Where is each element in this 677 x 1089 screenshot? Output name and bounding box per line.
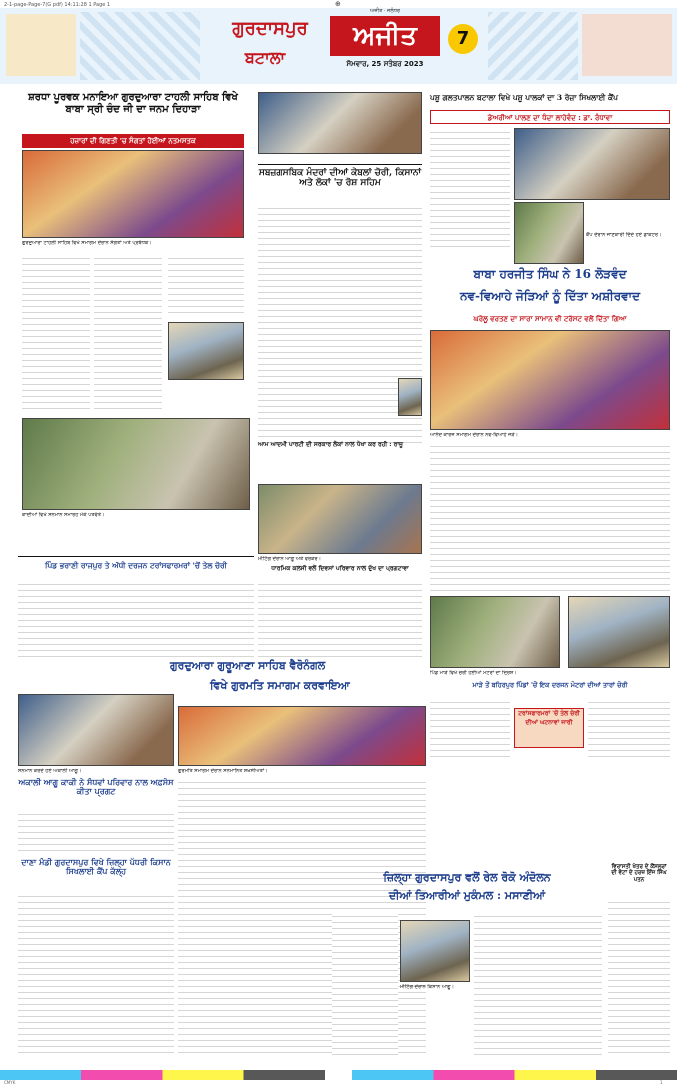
story-c1-headline: ਅਕਾਲੀ ਆਗੂ ਕਾਕੀ ਨੇ ਸੰਧਵਾਂ ਪਰਿਵਾਰ ਨਾਲ ਅਫ਼ਸੋਸ ਕੀਤਾ ਪ੍ਰਗਟ (18, 777, 174, 797)
story-c4-headline: ਵਿਰਾਸਤੀ ਖੇਤਰ ਦੇ ਕੌਂਸਲਰਾਂ ਦੀ ਵੋਟਾਂ ਦੇ ਹਰਜ਼ ਇੰਜ ਸਿੰਘ ਪਤਨ (611, 864, 667, 883)
brand-title: ਅਜੀਤ (330, 16, 440, 56)
story-a1-photo (22, 150, 244, 238)
story-c2-headline: ਦਾਣਾ ਮੰਡੀ ਗੁਰਦਾਸਪੁਰ ਵਿਖੇ ਜ਼ਿਲ੍ਹਾ ਪੱਧਰੀ ਕਿਸਾਨ ਸਿਖਲਾਈ ਕੈਂਪ ਕੱਲ੍ਹ (21, 857, 171, 877)
story-a2-top-photo (258, 92, 422, 154)
story-a3-photo (258, 484, 422, 554)
story-b5-caption: ਪਿੰਡ ਮਾੜੇ ਵਿਖੇ ਚੋਰੀ ਹੋਈਆਂ ਮੋਟਰਾਂ ਦਾ ਦ੍ਰਿਸ਼। (430, 670, 517, 676)
story-b1-photo (514, 128, 670, 200)
story-b5-box-text: ਟਰਾਂਸਫਾਰਮਰਾਂ 'ਚੋਂ ਤੇਲ ਚੋਰੀ ਦੀਆਂ ਘਟਨਾਵਾਂ ਜਾਰੀ (518, 710, 580, 726)
edition-subtitle: ਬਟਾਲਾ (244, 48, 286, 67)
story-c2-body (18, 892, 174, 1058)
temple-illustration (6, 14, 76, 76)
story-b4-headline-1: ਗੁਰਦੁਆਰਾ ਗੁਰੂਆਣਾ ਸਾਹਿਬ ਵੈਰੋਨੰਗਲ (170, 659, 326, 672)
issue-date: ਸੋਮਵਾਰ, 25 ਸਤੰਬਰ 2023 (346, 60, 424, 68)
story-b3-body (18, 580, 254, 660)
print-slug: 2-1-page-Page-7(G pdf) 14:11:28 1 Page 1 (4, 2, 111, 8)
story-a4-body (258, 580, 422, 660)
story-a4-headline: ਧਾਰਮਿਕ ਕਲਸੀ ਵਲੋਂ ਦਿਵਸਾਂ ਪਰਿਵਾਰ ਨਾਲ ਦੁੱਖ ਦਾ ਪ੍ਰਗਟਾਵਾ (271, 565, 409, 572)
story-b3-headline: ਪਿੰਡ ਭਰਾਣੀ ਰਾਜਪੁਰ ਤੇ ਅੱਧੀ ਦਰਜਨ ਟਰਾਂਸਫਾਰਮਰਾਂ 'ਚੋਂ ਤੇਲ ਚੋਰੀ (45, 561, 227, 570)
story-b1-body (430, 128, 510, 248)
story-c3-body-col2 (474, 912, 602, 1058)
story-c1-body (18, 810, 174, 854)
story-a1-photo2 (22, 418, 250, 510)
story-b5-box (514, 708, 584, 748)
masthead-pattern-right (488, 12, 578, 80)
story-b2-headline-2: ਨਵ-ਵਿਆਹੇ ਜੋੜਿਆਂ ਨੂੰ ਦਿੱਤਾ ਅਸ਼ੀਰਵਾਦ (459, 289, 641, 303)
story-b4-headline-2: ਵਿਖੇ ਗੁਰਮਤਿ ਸਮਾਗਮ ਕਰਵਾਇਆ (210, 679, 350, 692)
story-a3-caption: ਮੀਟਿੰਗ ਦੌਰਾਨ ਆਗੂ ਅਤੇ ਵਰਕਰ। (258, 556, 321, 562)
story-b2-caption: ਆਨੰਦ ਕਾਰਜ ਸਮਾਗਮ ਦੌਰਾਨ ਨਵ-ਵਿਆਹੇ ਜੋੜੇ। (430, 432, 519, 438)
story-b1-kicker: ਡੇਅਰੀਆਂ ਪਾਲਣ ਦਾ ਧੰਦਾ ਲਾਹੇਵੰਦ : ਡਾ. ਰੰਧਾਵਾ (430, 110, 670, 124)
story-b2-kicker: ਘਰੇਲੂ ਵਰਤਣ ਦਾ ਸਾਰਾ ਸਾਮਾਨ ਵੀ ਟਰੱਸਟ ਵਲੋਂ ਦਿੱਤਾ ਗਿਆ (430, 312, 670, 326)
story-a1-kicker: ਹਜ਼ਾਰਾਂ ਦੀ ਗਿਣਤੀ 'ਚ ਸੰਗਤਾਂ ਹੋਈਆਂ ਨਤਮਸਤਕ (22, 134, 244, 148)
story-a1-portraits (168, 322, 244, 380)
story-b5-body-col2 (588, 698, 670, 758)
story-a1-body-col3 (168, 254, 244, 318)
building-illustration (582, 14, 672, 76)
story-b1-caption: ਕੈਂਪ ਦੌਰਾਨ ਜਾਣਕਾਰੀ ਦਿੰਦੇ ਹੋਏ ਡਾਕਟਰ। (586, 232, 662, 238)
story-b5-photo2 (568, 596, 670, 668)
story-c3-caption: ਮੀਟਿੰਗ ਦੌਰਾਨ ਕਿਸਾਨ ਆਗੂ। (400, 984, 455, 990)
story-a1-photo2-caption: ਕਾਦੀਆਂ ਵਿਖੇ ਸਨਮਾਨ ਸਮਾਰੋਹ ਮੌਕੇ ਪਤਵੰਤੇ। (22, 512, 105, 518)
story-c1-photo (18, 694, 174, 766)
story-a1-body-col2 (94, 254, 162, 414)
divider (18, 556, 254, 557)
story-a2-headline: ਸਬਜ਼ਗਸਬਿਕ ਮੰਦਰਾਂ ਦੀਆਂ ਕੇਬਲਾਂ ਚੋਰੀ, ਕਿਸਾਨਾਂ ਅਤੇ ਲੋਕਾਂ 'ਚ ਰੋਸ਼ ਸਹਿਮ (258, 168, 422, 189)
story-c3-body-col1 (332, 912, 398, 1058)
story-b2-photo (430, 330, 670, 430)
masthead-pattern-left (80, 12, 200, 80)
story-b5-body-col1 (430, 698, 510, 758)
story-c3-headline-1: ਜ਼ਿਲ੍ਹਾ ਗੁਰਦਾਸਪੁਰ ਵਲੋਂ ਰੇਲ ਰੋਕੋ ਅੰਦੋਲਨ (383, 871, 551, 884)
registration-mark: ⊕ (335, 0, 341, 8)
footer-right: 1 (660, 1080, 663, 1085)
page-number: 7 (448, 24, 478, 54)
story-b4-photo (178, 706, 426, 766)
story-c3-headline-2: ਦੀਆਂ ਤਿਆਰੀਆਂ ਮੁਕੰਮਲ : ਮਸਾਣੀਆਂ (388, 889, 546, 902)
story-a1-body-col1 (22, 254, 90, 414)
story-b2-body (430, 442, 670, 592)
story-b4-caption: ਗੁਰਮਤਿ ਸਮਾਗਮ ਦੌਰਾਨ ਸਨਮਾਨਿਤ ਸ਼ਖ਼ਸੀਅਤਾਂ। (178, 768, 268, 774)
color-bar (0, 1070, 677, 1080)
divider (258, 164, 422, 165)
story-c1-caption: ਸਨਮਾਨ ਕਰਦੇ ਹੋਏ ਅਕਾਲੀ ਆਗੂ। (18, 768, 82, 774)
story-c4-body (608, 898, 670, 1058)
story-c3-photo (400, 920, 470, 982)
masthead (0, 8, 677, 84)
edition-title: ਗੁਰਦਾਸਪੁਰ (232, 18, 308, 39)
story-b5-headline: ਮਾੜੇ ਤੋਂ ਬਹਿਰਪੁਰ ਪਿੰਡਾਂ 'ਚੋਂ ਇਕ ਦਰਜਨ ਮੋਟਰਾਂ ਦੀਆਂ ਤਾਰਾਂ ਚੋਰੀ (472, 681, 628, 689)
story-b5-photo (430, 596, 560, 668)
story-a3-headline: ਆਮ ਆਦਮੀ ਪਾਰਟੀ ਦੀ ਸਰਕਾਰ ਲੋਕਾਂ ਨਾਲ ਧੋਖਾ ਕਰ ਰਹੀ : ਰਾਜੂ (258, 441, 403, 448)
story-a1-caption: ਗੁਰਦੁਆਰਾ ਟਾਹਲੀ ਸਾਹਿਬ ਵਿਖੇ ਸਮਾਗਮ ਦੌਰਾਨ ਸੰਗਤਾਂ ਅਤੇ ਪ੍ਰਬੰਧਕ। (22, 240, 152, 246)
footer-left: CMYK (4, 1080, 16, 1085)
story-b1-headline: ਪਸ਼ੂ ਗਲਤਪਾਲਨ ਬਟਾਲਾ ਵਿਖੇ ਪਸ਼ੂ ਪਾਲਕਾਂ ਦਾ 3 ਰੋਜ਼ਾ ਸਿਖਲਾਈ ਕੈਂਪ (430, 93, 618, 102)
edition-tag: ਅਜੀਤ · ਜਲੰਧਰ (370, 8, 400, 14)
story-b1-photo2 (514, 202, 584, 264)
story-a1-headline: ਸ਼ਰਧਾ ਪੂਰਵਕ ਮਨਾਇਆ ਗੁਰਦੁਆਰਾ ਟਾਹਲੀ ਸਾਹਿਬ ਵਿਖੇ ਬਾਬਾ ਸ੍ਰੀ ਚੰਦ ਜੀ ਦਾ ਜਨਮ ਦਿਹਾੜਾ (28, 92, 238, 115)
story-b2-headline-1: ਬਾਬਾ ਹਰਜੀਤ ਸਿੰਘ ਨੇ 16 ਲੋੜਵੰਦ (473, 267, 627, 281)
story-a3-portrait (398, 378, 422, 416)
